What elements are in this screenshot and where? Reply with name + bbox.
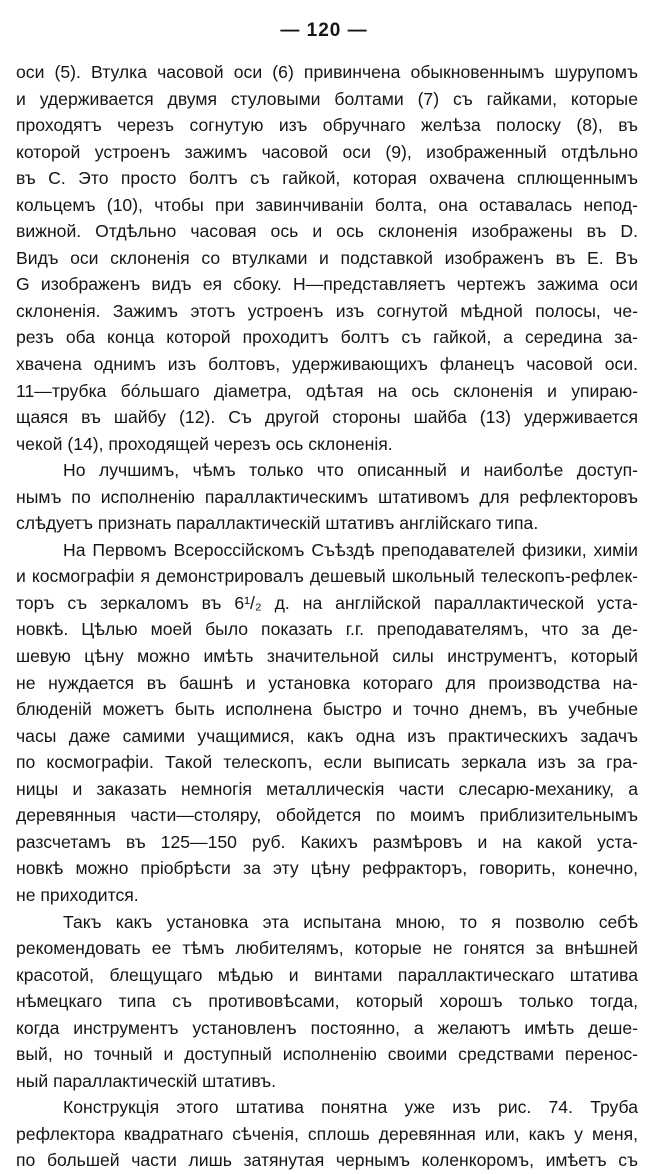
text-line: щаяся въ шайбу (12). Съ другой стороны шайба (13) удерживается bbox=[16, 407, 638, 428]
text-line: торъ съ зеркаломъ въ 6¹/₂ д. на англійской параллактической уста- bbox=[16, 592, 638, 613]
page-number: — 120 — bbox=[280, 20, 368, 41]
text-line: вижной. Отдѣльно часовая ось и ось склоненія изображены въ D. bbox=[16, 221, 638, 242]
text-line: нымъ по исполненію параллактическимъ штативомъ для рефлекторовъ bbox=[16, 486, 638, 507]
text-line: проходятъ черезъ согнутую изъ обручнаго желѣза полоску (8), въ bbox=[16, 115, 638, 136]
text-line: по большей части лишь затянутая чернымъ коленкоромъ, имѣетъ съ bbox=[16, 1150, 638, 1171]
text-line: ницы и заказать немногія металлическія части слесарю-механику, а bbox=[16, 778, 638, 799]
body-text bbox=[16, 59, 638, 1174]
text-line: не приходится. bbox=[16, 884, 139, 905]
text-line: въ С. Это просто болтъ съ гайкой, которая охвачена сплющеннымъ bbox=[16, 168, 638, 189]
text-line: блюденій можетъ быть исполнена быстро и точно днемъ, въ учебные bbox=[16, 699, 638, 720]
text-line: которой устроенъ зажимъ часовой оси (9), изображенный отдѣльно bbox=[16, 141, 638, 162]
text-line: новкѣ можно пріобрѣсти за эту цѣну рефракторъ, говорить, конечно, bbox=[16, 858, 638, 879]
text-line: красотой, блещущаго мѣдью и винтами параллактическаго штатива bbox=[16, 964, 638, 985]
text-line: G изображенъ видъ ея сбоку. Н—представляетъ чертежъ зажима оси bbox=[16, 274, 638, 295]
text-line: вый, но точный и доступный исполненію своими средствами перенос- bbox=[16, 1044, 638, 1065]
text-line: хвачена однимъ изъ болтовъ, удерживающихъ фланецъ часовой оси. bbox=[16, 354, 638, 375]
text-line: резъ оба конца которой проходитъ болтъ съ гайкой, а середина за- bbox=[16, 327, 638, 348]
text-line: склоненія. Зажимъ этотъ устроенъ изъ согнутой мѣдной полосы, че- bbox=[16, 300, 638, 321]
text-line: Но лучшимъ, чѣмъ только что описанный и наиболѣе доступ- bbox=[63, 460, 638, 481]
text-line: ный параллактическій штативъ. bbox=[16, 1070, 277, 1091]
text-line: нѣмецкаго типа съ противовѣсами, который хорошъ только тогда, bbox=[16, 991, 638, 1012]
text-line: не нуждается въ башнѣ и установка котораго для производства на- bbox=[16, 672, 638, 693]
text-line: деревянныя части—столяру, обойдется по моимъ приблизительнымъ bbox=[16, 805, 638, 826]
text-line: рекомендовать ее тѣмъ любителямъ, которые не гонятся за внѣшней bbox=[16, 938, 638, 959]
text-line: 11—трубка бóльшаго діаметра, одѣтая на ось склоненія и упираю- bbox=[16, 380, 638, 401]
text-line: часы даже самими учащимися, какъ одна изъ практическихъ задачъ bbox=[16, 725, 638, 746]
text-line: рефлектора квадратнаго сѣченія, сплошь деревянная или, какъ у меня, bbox=[16, 1123, 638, 1144]
text-line: Конструкція этого штатива понятна уже изъ рис. 74. Труба bbox=[63, 1097, 638, 1118]
text-line: Видъ оси склоненія со втулками и подставкой изображенъ въ Е. Въ bbox=[16, 247, 638, 268]
text-line: кольцемъ (10), чтобы при завинчиваніи болта, она оставалась непод- bbox=[16, 194, 638, 215]
text-line: Такъ какъ установка эта испытана мною, то я позволю себѣ bbox=[63, 911, 638, 932]
text-line: и космографіи я демонстрировалъ дешевый школьный телескопъ-рефлек- bbox=[16, 566, 638, 587]
text-line: новкѣ. Цѣлью моей было показать г.г. преподавателямъ, что за де- bbox=[16, 619, 638, 640]
text-line: когда инструментъ установленъ постоянно, а желаютъ имѣть деше- bbox=[16, 1017, 638, 1038]
text-line: разсчетамъ въ 125—150 руб. Какихъ размѣровъ и на какой уста- bbox=[16, 831, 638, 852]
text-line: На Первомъ Всероссійскомъ Съѣздѣ преподавателей физики, химіи bbox=[63, 539, 638, 560]
text-line: и удерживается двумя стуловыми болтами (7) съ гайками, которые bbox=[16, 88, 638, 109]
text-line: оси (5). Втулка часовой оси (6) привинчена обыкновеннымъ шурупомъ bbox=[16, 62, 638, 82]
text-line: чекой (14), проходящей черезъ ось склоненія. bbox=[16, 433, 393, 454]
text-line: слѣдуетъ признать параллактическій штативъ англійскаго типа. bbox=[16, 513, 539, 534]
text-line: по космографіи. Такой телескопъ, если выписать зеркала изъ за гра- bbox=[16, 752, 638, 773]
text-line: шевую цѣну можно имѣть значительной силы инструментъ, который bbox=[16, 646, 638, 667]
